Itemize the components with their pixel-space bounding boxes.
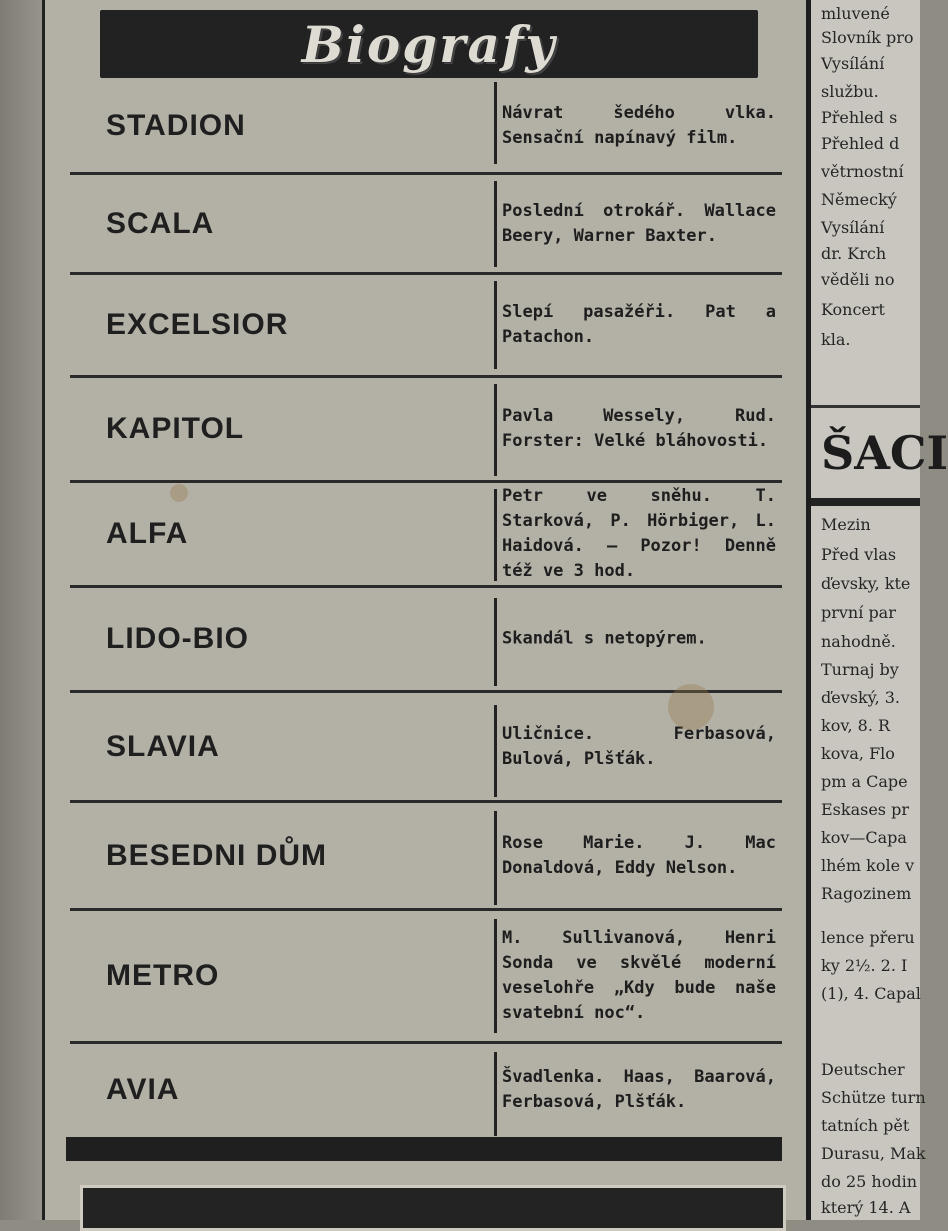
adjacent-text-line: Koncert: [821, 300, 885, 319]
adjacent-text-line: lence přeru: [821, 928, 915, 947]
cinema-program: Uličnice. Ferbasová, Bulová, Plšťák.: [502, 723, 776, 769]
adjacent-text-line: Deutscher: [821, 1060, 905, 1079]
adjacent-text-line: ďevsky, kte: [821, 574, 911, 593]
adjacent-text-line: který 14. A: [821, 1198, 911, 1217]
cinema-row: [70, 588, 782, 693]
section-header-banner: [100, 10, 758, 78]
cinema-program: Skandál s netopýrem.: [502, 628, 707, 649]
adjacent-text-line: Ragozinem: [821, 884, 912, 903]
adjacent-text-line: Vysílání: [821, 54, 885, 73]
cinema-name: ALFA: [106, 517, 189, 550]
adjacent-text-line: kova, Flo: [821, 744, 895, 763]
adjacent-text-line: mluvené: [821, 4, 890, 23]
adjacent-text-line: Slovník pro: [821, 28, 914, 47]
adjacent-text-line: Turnaj by: [821, 660, 899, 679]
adjacent-text-line: Schütze turn: [821, 1088, 926, 1107]
adjacent-text-line: Mezin: [821, 515, 871, 534]
cinema-row: [70, 275, 782, 378]
adjacent-text-line: (1), 4. Capal: [821, 984, 921, 1003]
cinema-program: Švadlenka. Haas, Baarová, Ferbasová, Plšťák.: [502, 1067, 776, 1112]
adjacent-text-line: ky 2½. 2. I: [821, 956, 908, 975]
cinema-name: SLAVIA: [106, 729, 220, 763]
adjacent-text-line: tatních pět: [821, 1116, 910, 1135]
adjacent-text-line: kov—Capa: [821, 828, 907, 847]
cinema-row: [70, 175, 782, 275]
cinema-name: SCALA: [106, 206, 215, 240]
cinema-name: METRO: [106, 959, 220, 992]
cinema-program: Slepí pasažéři. Pat a Patachon.: [502, 302, 776, 347]
cinema-program: Petr ve sněhu. T. Starková, P. Hörbiger, L. Haidová. — Pozor! Denně též ve 3 hod.: [502, 486, 776, 581]
adjacent-page: [806, 0, 948, 1220]
section-divider-band: [66, 1137, 782, 1161]
cinema-name: AVIA: [106, 1073, 180, 1106]
paper-stain: [170, 484, 188, 502]
adjacent-text-line: službu.: [821, 82, 879, 101]
adjacent-text-line: ďevský, 3.: [821, 688, 901, 707]
cinema-program: Poslední otrokář. Wallace Beery, Warner Baxter.: [502, 200, 776, 246]
adjacent-heading: ŠACI: [821, 426, 948, 480]
adjacent-text-line: Eskases pr: [821, 800, 909, 819]
adjacent-text-line: nahodně.: [821, 632, 896, 651]
cinema-program: Pavla Wessely, Rud. Forster: Velké bláhovosti.: [502, 406, 776, 451]
adjacent-text-line: lhém kole v: [821, 856, 915, 875]
cinema-name: EXCELSIOR: [106, 308, 289, 341]
adjacent-text-line: pm a Cape: [821, 772, 908, 791]
cinema-row: [70, 803, 782, 911]
cinema-row: [70, 911, 782, 1044]
adjacent-heading-box: [811, 405, 948, 506]
paper-stain: [668, 684, 714, 730]
adjacent-text-line: Durasu, Mak: [821, 1144, 926, 1163]
cinema-name: BESEDNI DŮM: [106, 838, 328, 872]
adjacent-text-line: kla.: [821, 330, 851, 349]
cinema-row: [70, 80, 782, 175]
adjacent-text-line: věděli no: [821, 270, 895, 289]
adjacent-text-line: dr. Krch: [821, 244, 887, 263]
adjacent-text-line: Přehled s: [821, 108, 898, 127]
section-title: Biografy: [301, 14, 557, 74]
adjacent-text-line: Přehled d: [821, 134, 900, 153]
adjacent-text-line: Německý: [821, 190, 897, 209]
cinema-program: Rose Marie. J. Mac Donaldová, Eddy Nelson.: [502, 832, 776, 878]
adjacent-text-line: kov, 8. R: [821, 716, 891, 735]
adjacent-text-line: větrnostní: [821, 162, 904, 181]
adjacent-text-line: Před vlas: [821, 545, 897, 564]
cinema-name: STADION: [106, 109, 246, 142]
cinema-program: M. Sullivanová, Henri Sonda ve skvělé moderní veselohře „Kdy bude naše svatební noc“.: [502, 928, 776, 1023]
adjacent-text-line: první par: [821, 603, 896, 622]
adjacent-text-line: Vysílání: [821, 218, 885, 237]
cinema-name: KAPITOL: [106, 412, 245, 445]
cinema-row: [70, 378, 782, 483]
next-section-banner: [80, 1185, 786, 1231]
cinema-row: [70, 1044, 782, 1136]
cinema-program: Návrat šedého vlka. Sensační napínavý film.: [502, 103, 776, 148]
adjacent-text-line: do 25 hodin: [821, 1172, 918, 1191]
cinema-name: LIDO-BIO: [106, 622, 249, 655]
